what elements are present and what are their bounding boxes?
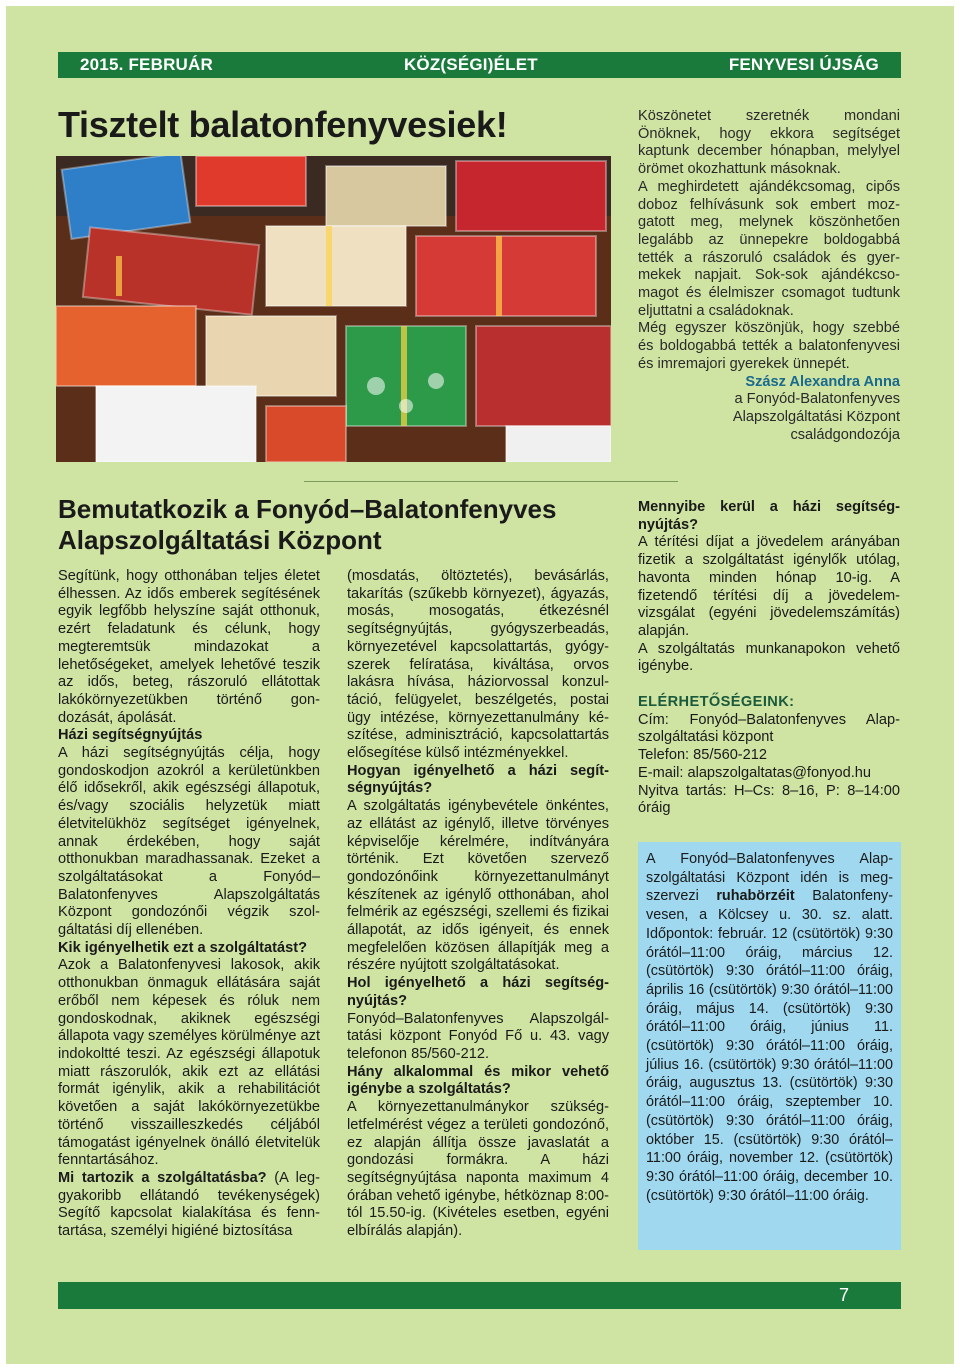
signature-line: családgondozója xyxy=(790,426,900,443)
subheading: Kik igényelhetik ezt a szolgáltatást? xyxy=(58,939,307,956)
signature-line: a Fonyód-Balatonfenyves xyxy=(734,391,900,408)
issue-date: 2015. FEBRUÁR xyxy=(80,55,213,74)
newspaper-name: FENYVESI ÚJSÁG xyxy=(728,55,879,74)
thanks-paragraph: A meghirdetett ajándékcsomag, cipős doboz felhívásunk sok embert mozgatott meg, melynek köszönhetően legalább az ünnepekre boldogabbá tették a rászoruló családok és gyermekek napjait. Sok-sok ajándékcsomagot és élelmiszer csomagot tudtunk eljuttatni a családoknak. xyxy=(638,178,900,319)
signature-name: Szász Alexandra Anna xyxy=(745,373,900,390)
clothing-fair-text xyxy=(646,850,893,1205)
header-bar xyxy=(58,52,901,78)
body-paragraph: A szolgáltatás igénybevétele önkéntes, az ellátást az igénylő, illetve törvényes képviselője kérelmére, indítványára történik. Ezt követően szervező gondozónőink környezettanulmányt készítenek az igénylő otthonában, ahol felmérik az egészségi, szellemi és fizikai állapotát, az idős igényeit, és ennek megfelelően közösen állapítják meg a részére nyújtott szolgáltatásokat. xyxy=(347,798,609,974)
body-paragraph xyxy=(58,1170,320,1241)
page-number: 7 xyxy=(838,1285,849,1305)
signature-line: Alapszolgáltatási Központ xyxy=(732,408,900,425)
section-divider xyxy=(304,481,678,482)
body-paragraph: A szolgáltatás munkanapokon vehető igénybe. xyxy=(638,640,900,675)
subheading: Hol igényelhető a házi segítségnyújtás? xyxy=(347,975,609,1009)
subheading: Házi segítségnyújtás xyxy=(58,727,203,744)
subheading: Hogyan igényelhető a házi segítségnyújtás? xyxy=(347,762,609,797)
signature-block xyxy=(638,374,900,445)
article-column-3 xyxy=(638,499,900,818)
box-highlight: ruhabörzéit xyxy=(716,888,795,905)
thanks-paragraph: Köszönetet szeretnék mondani Önöknek, hogy ekkora segítséget kaptunk december hónapban, melylyel örömet okozhattunk másoknak. xyxy=(638,108,900,178)
body-paragraph: A környezettanulmánykor szükségletfelmérést végez a területi gondozónő, ez alapján állítja össze javaslatát a gondozási formákra. A házi segítségnyújtása naponta maximum 4 órában vehető igénybe, hétköznap 8:00-tól 15.50-ig. (Kivételes esetben, egyéni elbírálás alapján). xyxy=(347,1099,609,1240)
body-paragraph: Fonyód–Balatonfenyves Alapszolgáltatási központ Fonyód Fő u. 43. vagy telefonon 85/560-212. xyxy=(347,1010,609,1062)
clothing-fair-box xyxy=(638,842,901,1250)
article-column-1 xyxy=(58,568,320,1241)
gift-boxes-illustration xyxy=(56,156,611,462)
box-text: Balatonfenyvesen, a Kölcsey u. 30. sz. alatt. Időpontok: február. 12 (csütörtök) 9:30 órától–11:00 óráig, március 12. (csütörtök) 9:30 órától–11:00 óráig, április 16 (csütörtök) 9:30 órától–11:00 óráig, május 14. (csütörtök) 9:30 órától–11:00 óráig, június 11. (csütörtök) 9:30 órától–11:00 óráig, július 16. (csütörtök) 9:30 órától–11:00 óráig, augusztus 13. (csütörtök) 9:30 órától–11:00 óráig, szeptember 10. (csütörtök) 9:30 órától–11:00 óráig, október 15. (csütörtök) 9:30 órától–11:00 óráig, november 12. (csütörtök) 9:30 órától–11:00 óráig, december 10. (csütörtök) 9:30 órától–11:00 óráig. xyxy=(646,888,893,1204)
contact-address: Cím: Fonyód–Balatonfenyves Alapszolgáltatási központ xyxy=(638,711,900,746)
contact-hours: Nyitva tartás: H–Cs: 8–16, P: 8–14:00 óráig xyxy=(638,782,900,817)
contacts-heading: ELÉRHETŐSÉGEINK: xyxy=(638,694,795,711)
subheading: Hány alkalommal és mikor vehető igénybe a szolgáltatás? xyxy=(347,1063,609,1098)
intro-paragraph: Segítünk, hogy otthonában teljes életet élhessen. Az idős emberek segítésének egyik legfőbb helyszíne saját otthonuk, ezért feladatunk és célunk, hogy megteremtsük mindazokat a lehetőségeket, amelyek lehetővé teszik az idős, beteg, rászoruló ellátottak lakókörnyezetükben történő gondozását, ápolását. xyxy=(58,568,320,726)
thanks-text-column xyxy=(638,108,900,444)
subheading: Mennyibe kerül a házi segítségnyújtás? xyxy=(638,499,900,533)
article-column-2 xyxy=(347,568,609,1241)
contact-phone: Telefon: 85/560-212 xyxy=(638,747,768,764)
inline-heading: Mi tartozik a szolgáltatásba? xyxy=(58,1169,267,1186)
body-paragraph: Azok a Balatonfenyvesi lakosok, akik otthonukban önmaguk ellátására saját erőből nem képesek és róluk nem gondoskodnak, akiknek egészségi állapota vagy személyes körülménye azt indokoltté teszi. Az egészségi állapotuk miatt rászorulók, akik ezt az ellátási formát igénylik, akik a rehabilitációt követően a saját lakókörnyezetükbe történő visszailleszkedés céljából támogatást igényelnek önálló életvitelük fenntartásához. xyxy=(58,957,321,1169)
section-name: KÖZ(SÉGI)ÉLET xyxy=(403,55,538,74)
body-paragraph: A házi segítségnyújtás célja, hogy gondoskodjon azokról a kerületünkben élő idősekről, akik egészségi állapotuk, és/vagy szociális helyzetük miatt életvitelükhöz segítséget igényelnek, annak érdekében, hogy saját otthonukban maradhassanak. Ezeket a szolgáltatásokat a Fonyód–Balatonfenyves Alapszolgáltatás Központ gondozónői végzik szolgáltatási díj ellenében. xyxy=(58,745,320,939)
footer-bar xyxy=(58,1282,901,1309)
thanks-paragraph: Még egyszer köszönjük, hogy szebbé és boldogabbá tették a balatonfenyvesi és imremajori gyerekek ünnepét. xyxy=(638,320,900,372)
body-paragraph: A térítési díjat a jövedelem arányában fizetik a szolgáltatást igénylők utólag, havonta minden hónap 10-ig. A fizetendő térítési díj a jövedelemvizsgálat (egyéni jövedelemszámítás) alapján. xyxy=(638,534,900,639)
body-paragraph: (mosdatás, öltöztetés), bevásárlás, takarítás (szűkebb környezet), ágyazás, mosás, mosogatás, étkezésnél segítségnyújtás, gyógyszerbeadás, környezetével kapcsolattartás, gyógyszerek felíratása, kiváltása, orvos lakásra hívása, háziorvossal konzultáció, felügyelet, beszélgetés, postai ügy intézése, környezettanulmány készítése, adminisztráció, kapcsolattartás elősegítése külső intézményekkel. xyxy=(347,568,609,762)
article-title-center: Bemutatkozik a Fonyód–Balatonfenyves Alapszolgáltatási Központ xyxy=(58,494,557,555)
contact-email: E-mail: alapszolgaltatas@fonyod.hu xyxy=(638,764,872,781)
box-text: A Fonyód–Balatonfenyves Alapszolgáltatási Központ idén is megszervezi xyxy=(646,851,893,905)
gift-boxes-photo xyxy=(56,156,611,462)
article-title-thanks: Tisztelt balatonfenyvesiek! xyxy=(58,104,508,145)
inline-text: (A leggyakoribb ellátandó tevékenységek) Segítő kapcsolat kialakítása és fenntartása, személyi higiéné biztosítása xyxy=(58,1169,321,1240)
